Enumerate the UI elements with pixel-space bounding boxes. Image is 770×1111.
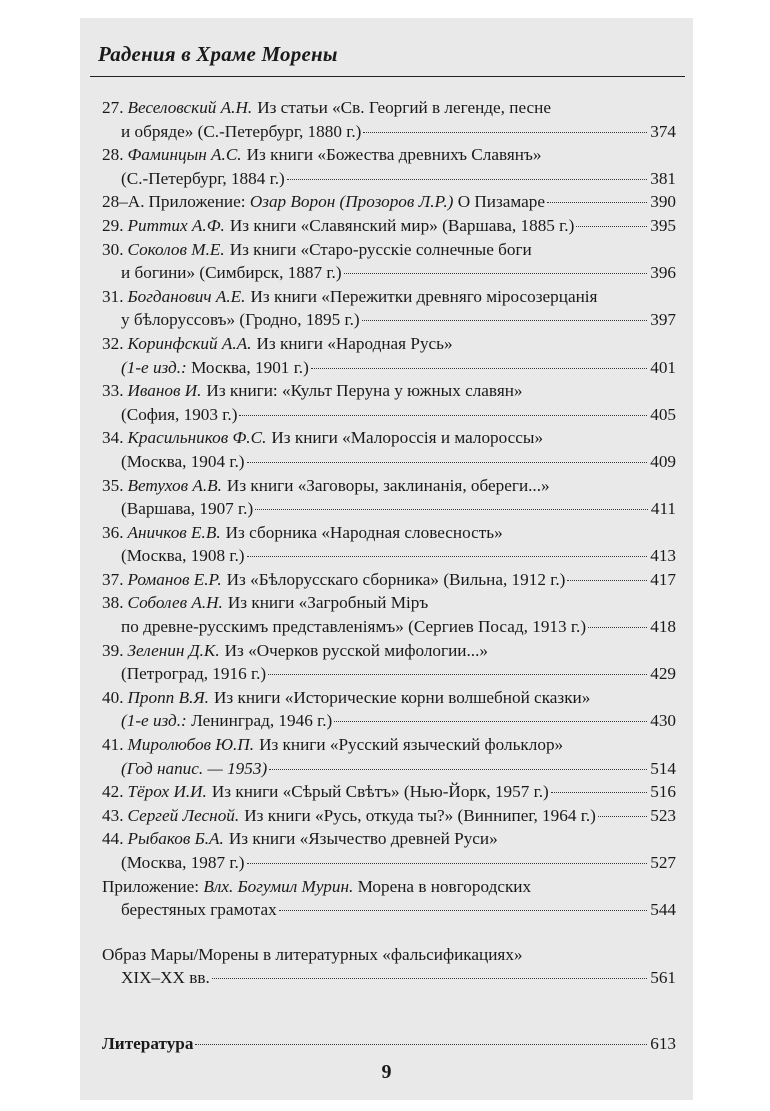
entry-title-cont: у бѣлоруссовъ» (Гродно, 1895 г.) [121,310,360,330]
entry-title: Из книги «Исторические корни волшебной сказки» [213,687,591,707]
appendix-author: Влх. Богумил Мурин. [203,876,354,896]
toc-entry[interactable] [102,827,676,874]
leader-dots [212,978,647,979]
entry-title: Из книги «Славянский мир» (Варшава, 1885 г.) [229,215,575,235]
entry-title-cont: и богини» (Симбирск, 1887 г.) [121,263,342,283]
toc-entry[interactable] [102,568,676,592]
entry-title: Из «Бѣлорусскаго сборника» (Вильна, 1912 г.) [226,569,566,589]
leader-dots [195,1044,647,1045]
entry-page: 430 [650,711,676,731]
entry-title-cont: Москва, 1901 г.) [191,357,309,377]
entry-title-cont: (София, 1903 г.) [121,404,238,424]
entry-page: 396 [650,263,676,283]
entry-number: 32. [102,333,124,353]
entry-page: 395 [650,215,676,235]
toc-entry[interactable] [102,474,676,521]
entry-page: 405 [650,404,676,424]
leader-dots [279,910,648,911]
entry-page: 429 [650,664,676,684]
entry-title-cont: (Москва, 1908 г.) [121,546,245,566]
entry-title: Из книги «Божества древнихъ Славянъ» [246,145,542,165]
entry-title-cont: (Москва, 1904 г.) [121,451,245,471]
entry-title-cont: по древне-русскимъ представленіямъ» (Сергиев Посад, 1913 г.) [121,617,587,637]
entry-page: 409 [650,451,676,471]
spacer [102,1011,676,1032]
entry-page: 413 [650,546,676,566]
leader-dots [247,863,648,864]
entry-number: 42. [102,782,124,802]
leader-dots [239,415,647,416]
entry-title-cont: (Москва, 1987 г.) [121,853,245,872]
entry-author: Тёрох И.И. [127,782,207,802]
entry-title: О Пизамаре [457,192,546,212]
entry-author: Романов Е.Р. [127,569,222,589]
entry-title: Из сборника «Народная словесность» [225,522,503,542]
entry-title: Из книги «Язычество древней Руси» [228,829,498,849]
entry-number: 44. [102,829,124,849]
table-of-contents [102,96,676,1056]
toc-entry[interactable] [102,96,676,143]
section-page: 561 [650,968,676,988]
entry-title: Из книги «Пережитки древняго міросозерцанія [250,286,598,306]
entry-author: Красильников Ф.С. [127,428,267,448]
appendix-prefix: Приложение: [102,876,200,896]
toc-entry-literature[interactable] [102,1032,676,1056]
entry-title-cont: (С.-Петербург, 1884 г.) [121,168,285,188]
entry-page: 514 [650,758,676,778]
entry-author: Миролюбов Ю.П. [127,735,255,755]
entry-number: 37. [102,569,124,589]
literature-label: Литература [102,1033,194,1053]
entry-number: 28–А. [102,192,145,212]
entry-page: 516 [650,782,676,802]
entry-author: Соколов М.Е. [127,239,225,259]
running-header: Радения в Храме Морены [98,42,338,66]
toc-entry-appendix[interactable] [102,875,676,922]
toc-entry[interactable] [102,591,676,638]
entry-number: 31. [102,286,124,306]
entry-edition: (1-е изд.: [121,711,187,731]
leader-dots [362,320,648,321]
entry-author: Аничков Е.В. [127,522,221,542]
entry-title: Из книги «Русь, откуда ты?» (Виннипег, 1964 г.) [244,805,596,825]
entry-author: Риттих А.Ф. [127,215,225,235]
leader-dots [268,674,647,675]
appendix-title-cont: берестяных грамотах [121,900,277,920]
entry-title: Из «Очерков русской мифологии...» [224,640,488,660]
entry-title: Из книги «Сѣрый Свѣтъ» (Нью-Йорк, 1957 г.) [211,782,549,802]
entry-author: Иванов И. [127,381,202,401]
book-page [80,18,693,1100]
section-title-cont: XIX–XX вв. [121,968,210,988]
leader-dots [598,816,647,817]
entry-page: 527 [650,853,676,872]
leader-dots [247,462,648,463]
entry-title: Из книги «Малороссія и малороссы» [271,428,544,448]
toc-entry[interactable] [102,804,676,828]
entry-title-cont: Ленинград, 1946 г.) [191,711,333,731]
toc-entry[interactable] [102,214,676,238]
entry-title: Из книги: «Культ Перуна у южных славян» [206,381,523,401]
page-number: 9 [381,1061,392,1083]
entry-author: Пропп В.Я. [127,687,209,707]
toc-entry[interactable] [102,426,676,473]
toc-entry[interactable] [102,639,676,686]
entry-author: Богданович А.Е. [127,286,246,306]
leader-dots [363,132,647,133]
entry-page: 523 [650,805,676,825]
leader-dots [255,509,648,510]
spacer [102,990,676,1011]
entry-edition: (Год напис. — 1953) [121,758,268,778]
entry-author: Зеленин Д.К. [127,640,220,660]
leader-dots [567,580,647,581]
toc-entry[interactable] [102,686,676,733]
entry-title: Из книги «Русский языческий фольклор» [259,735,564,755]
entry-author: Веселовский А.Н. [127,98,253,117]
literature-page: 613 [650,1033,676,1053]
appendix-title: Морена в новгородских [357,876,532,896]
entry-number: 40. [102,687,124,707]
leader-dots [344,273,648,274]
leader-dots [269,769,647,770]
entry-author: Рыбаков Б.А. [127,829,224,849]
entry-page: 374 [650,121,676,141]
entry-title: Из статьи «Св. Георгий в легенде, песне [257,98,551,117]
leader-dots [576,226,647,227]
toc-entry[interactable] [102,780,676,804]
toc-entry[interactable] [102,379,676,426]
entry-number: 27. [102,98,124,117]
toc-entry[interactable] [102,521,676,568]
entry-page: 381 [650,168,676,188]
entry-prefix: Приложение: [148,192,246,212]
entry-title-cont: (Петроград, 1916 г.) [121,664,267,684]
section-title: Образ Мары/Морены в литературных «фальсификациях» [102,944,523,964]
leader-dots [334,721,647,722]
entry-author: Ветухов А.В. [127,475,222,495]
entry-page: 417 [650,569,676,589]
entry-page: 397 [650,310,676,330]
toc-entry[interactable] [102,332,676,379]
leader-dots [551,792,647,793]
entry-author: Соболев А.Н. [127,593,223,613]
entry-title-cont: (Варшава, 1907 г.) [121,499,254,519]
toc-entry-section[interactable] [102,943,676,990]
toc-entry[interactable] [102,143,676,190]
leader-dots [547,202,647,203]
entry-number: 28. [102,145,124,165]
toc-entry[interactable] [102,285,676,332]
entry-author: Сергей Лесной. [127,805,240,825]
entry-number: 29. [102,215,124,235]
entry-number: 34. [102,428,124,448]
entry-title-cont: и обряде» (С.-Петербург, 1880 г.) [121,121,362,141]
leader-dots [247,556,648,557]
entry-author: Фаминцын А.С. [127,145,242,165]
entry-number: 38. [102,593,124,613]
leader-dots [588,627,647,628]
entry-number: 41. [102,735,124,755]
entry-title: Из книги «Загробный Міръ [227,593,429,613]
leader-dots [311,368,647,369]
entry-number: 36. [102,522,124,542]
leader-dots [287,179,647,180]
appendix-page: 544 [650,900,676,920]
entry-number: 35. [102,475,124,495]
entry-edition: (1-е изд.: [121,357,187,377]
entry-number: 43. [102,805,124,825]
toc-entry[interactable] [102,190,676,214]
toc-entry[interactable] [102,238,676,285]
entry-page: 418 [650,617,676,637]
entry-title: Из книги «Заговоры, заклинанія, обереги...» [226,475,550,495]
toc-entry[interactable] [102,733,676,780]
entry-author: Коринфский А.А. [127,333,252,353]
entry-page: 401 [650,357,676,377]
entry-number: 33. [102,381,124,401]
entry-number: 39. [102,640,124,660]
entry-author: Озар Ворон (Прозоров Л.Р.) [249,192,454,212]
spacer [102,922,676,943]
entry-title: Из книги «Народная Русь» [256,333,453,353]
entry-title: Из книги «Старо-русскіе солнечные боги [229,239,532,259]
entry-page: 390 [650,192,676,212]
entry-page: 411 [650,499,676,519]
entry-number: 30. [102,239,124,259]
header-rule [90,76,685,77]
